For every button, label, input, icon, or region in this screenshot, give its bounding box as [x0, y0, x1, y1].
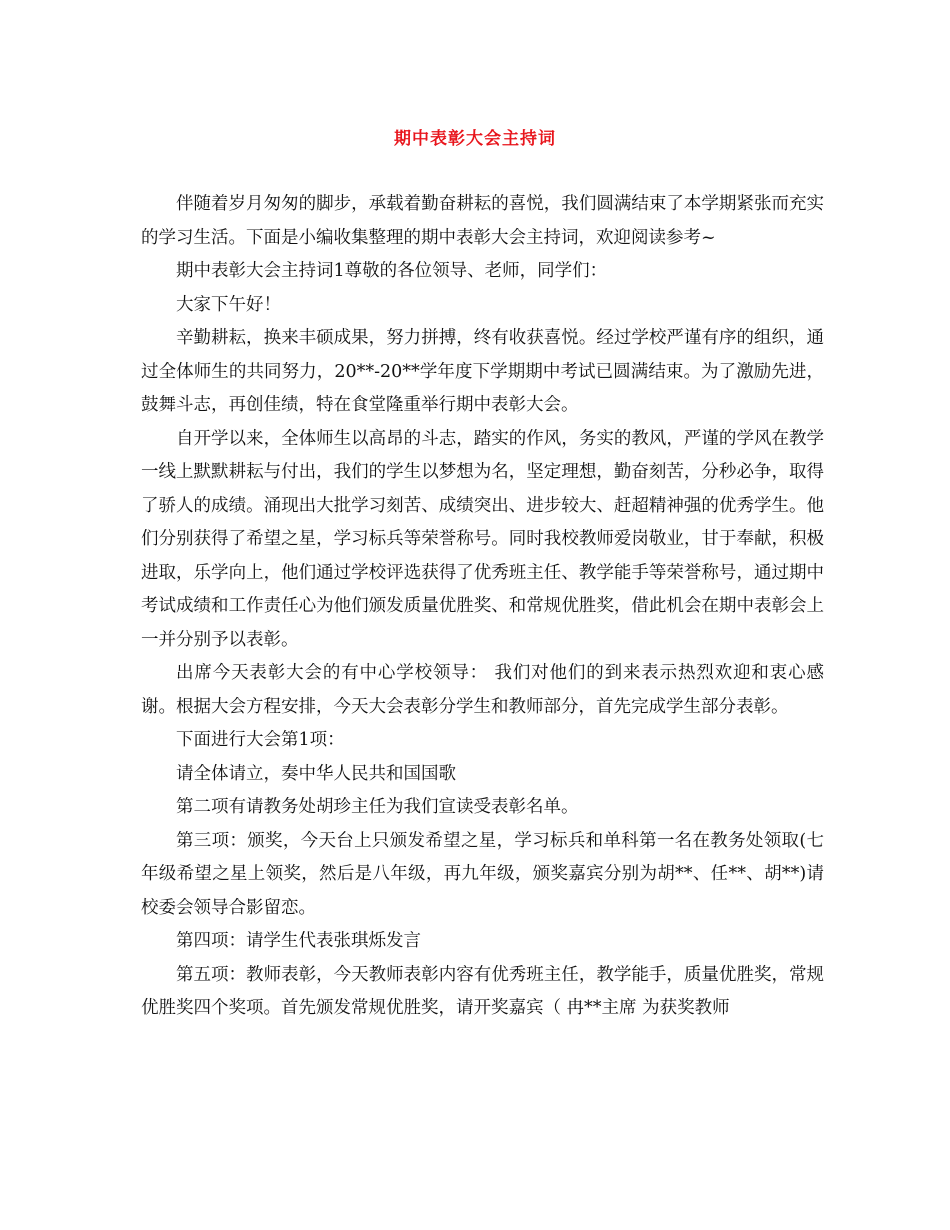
document-body	[141, 188, 824, 1026]
paragraph-opening: 辛勤耕耘，换来丰硕成果，努力拼搏，终有收获喜悦。经过学校严谨有序的组织，通过全体师生的共同努力，20**-20**学年度下学期期中考试已圆满结束。为了激励先进，鼓舞斗志，再创佳绩，特在食堂隆重举行期中表彰大会。	[141, 328, 824, 415]
paragraph-item-4: 第四项：请学生代表张琪烁发言	[176, 931, 421, 951]
paragraph-anthem: 请全体请立，奏中华人民共和国国歌	[176, 763, 456, 784]
paragraph-item-2: 第二项有请教务处胡珍主任为我们宣读受表彰名单。	[176, 797, 579, 817]
paragraph-greeting: 大家下午好！	[176, 294, 281, 315]
paragraph-achievements: 自开学以来，全体师生以高昂的斗志，踏实的作风，务实的教风，严谨的学风在教学一线上默默耕耘与付出，我们的学生以梦想为名，坚定理想，勤奋刻苦，分秒必争，取得了骄人的成绩。涌现出大批学习刻苦、成绩突出、进步较大、赶超精神强的优秀学生。他们分别获得了希望之星，学习标兵等荣誉称号。同时我校教师爱岗敬业，甘于奉献，积极进取，乐学向上，他们通过学校评选获得了优秀班主任、教学能手等荣誉称号，通过期中考试成绩和工作责任心为他们颁发质量优胜奖、和常规优胜奖，借此机会在期中表彰会上一并分别予以表彰。	[141, 428, 824, 650]
paragraph-attendees: 出席今天表彰大会的有中心学校领导： 我们对他们的到来表示热烈欢迎和衷心感谢。根据大会方程安排，今天大会表彰分学生和教师部分，首先完成学生部分表彰。	[141, 663, 824, 717]
paragraph-item-5: 第五项：教师表彰，今天教师表彰内容有优秀班主任，教学能手，质量优胜奖，常规优胜奖四个奖项。首先颁发常规优胜奖，请开奖嘉宾（ 冉**主席 为获奖教师	[141, 964, 824, 1018]
document-title: 期中表彰大会主持词	[394, 129, 556, 149]
paragraph-greeting-heading: 期中表彰大会主持词1尊敬的各位领导、老师，同学们：	[176, 261, 608, 281]
paragraph-intro: 伴随着岁月匆匆的脚步，承载着勤奋耕耘的喜悦，我们圆满结束了本学期紧张而充实的学习生活。下面是小编收集整理的期中表彰大会主持词，欢迎阅读参考~	[141, 194, 824, 248]
paragraph-item-3: 第三项：颁奖，今天台上只颁发希望之星，学习标兵和单科第一名在教务处领取(七年级希望之星上领奖，然后是八年级，再九年级，颁奖嘉宾分别为胡**、任**、胡**)请校委会领导合影留恋。	[141, 830, 824, 918]
paragraph-item-1: 下面进行大会第1项：	[176, 730, 345, 750]
